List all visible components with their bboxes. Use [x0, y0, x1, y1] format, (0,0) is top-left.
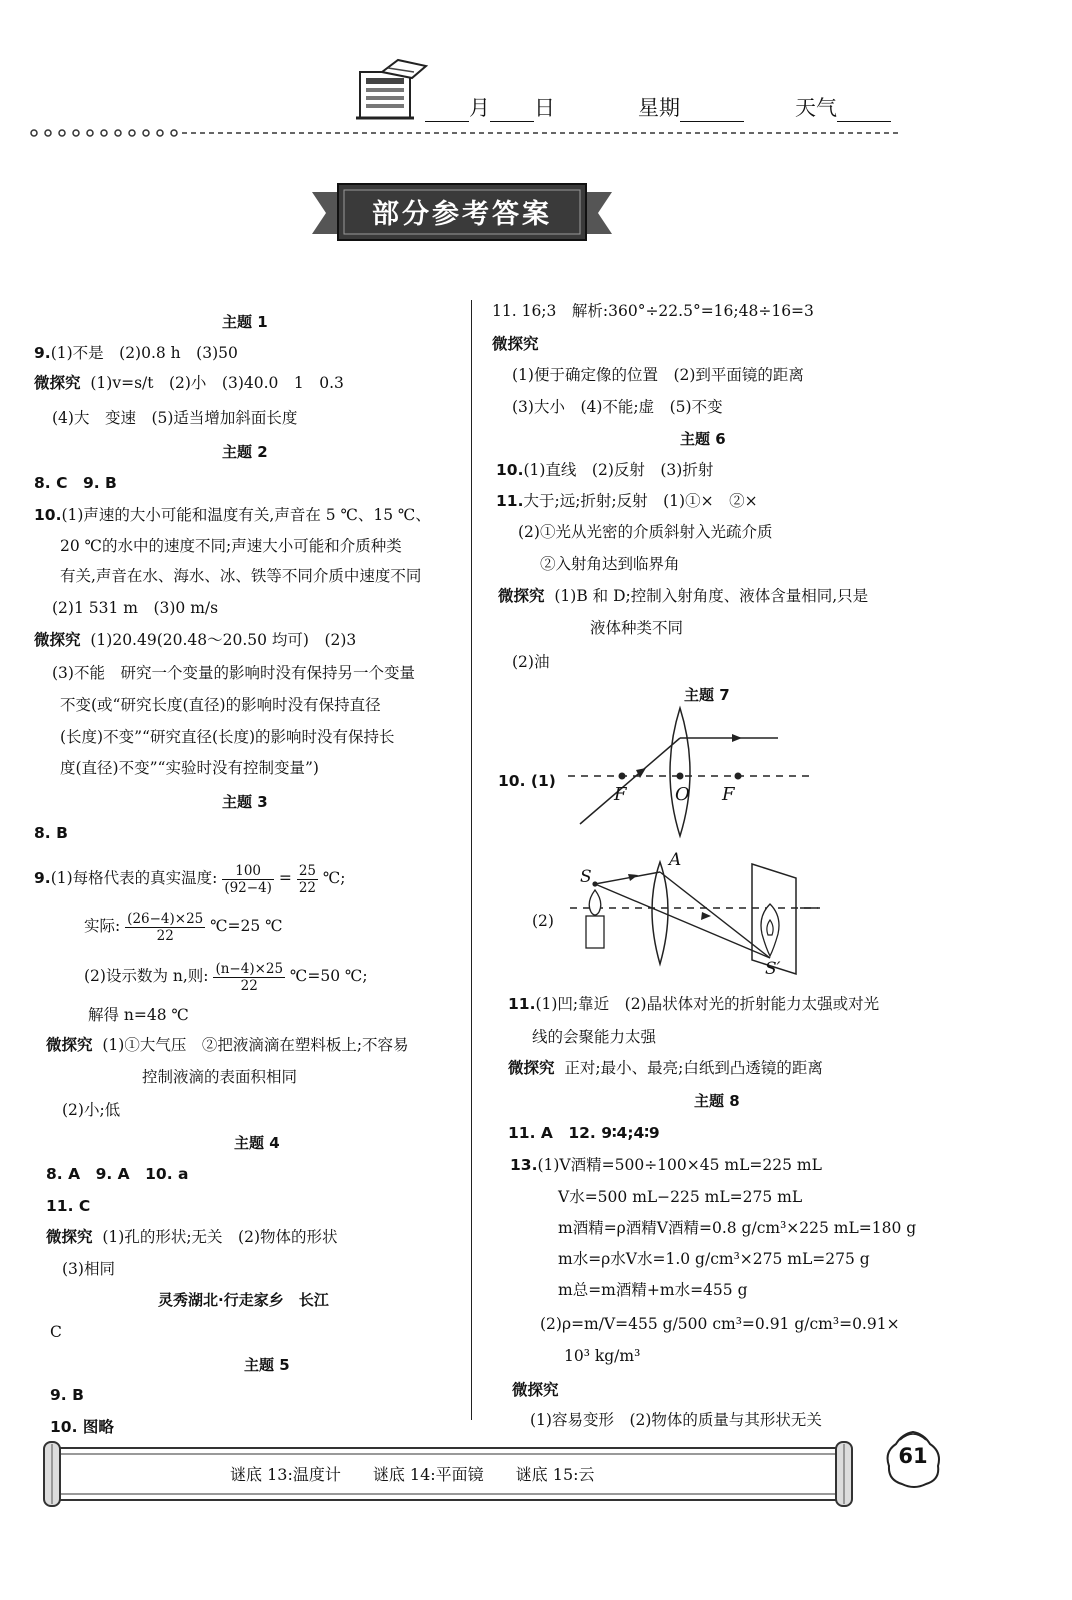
answer-text: 线的会聚能力太强: [532, 1028, 657, 1046]
answer-text: m总=m酒精+m水=455 g: [558, 1281, 748, 1299]
equals-sign: =: [278, 869, 292, 887]
answer-text: (1)孔的形状;无关 (2)物体的形状: [102, 1228, 338, 1246]
answer-text: (2)①光从光密的介质斜射入光疏介质: [518, 523, 773, 541]
focus-label: F: [614, 784, 627, 805]
answer-text: 控制液滴的表面积相同: [142, 1068, 298, 1086]
section-title: 主题 8: [694, 1092, 740, 1110]
answer-text: 8. B: [34, 824, 68, 842]
day-label: 日: [534, 96, 555, 120]
section-title: 灵秀湖北·行走家乡 长江: [158, 1291, 329, 1309]
convex-lens-diagram: [560, 700, 820, 840]
candle-image-diagram: [570, 850, 830, 980]
section-title: 主题 5: [244, 1356, 290, 1374]
answer-text: 有关,声音在水、海水、冰、铁等不同介质中速度不同: [60, 567, 422, 585]
wt-label: 微探究: [34, 631, 81, 649]
riddle-answers: 谜底 13:温度计 谜底 14:平面镜 谜底 15:云: [230, 1465, 595, 1484]
wt-label: 微探究: [46, 1228, 93, 1246]
answer-text: V水=500 mL−225 mL=275 mL: [558, 1188, 803, 1206]
header-divider: [28, 126, 908, 140]
q-number: 11.: [508, 995, 536, 1013]
wt-label: 微探究: [492, 335, 539, 353]
fraction: $\frac{25}{22}$: [298, 862, 316, 896]
point-label: A: [669, 850, 682, 870]
answer-text: (3)相同: [62, 1260, 115, 1278]
q-number: 10.: [496, 461, 524, 479]
column-divider: [471, 300, 472, 1420]
answer-text: 10³ kg/m³: [564, 1347, 641, 1365]
answer-text: (2): [532, 912, 554, 930]
answer-text: 8. C 9. B: [34, 474, 117, 492]
answer-text: 10. (1): [498, 772, 556, 790]
answer-text: 11. 16;3 解析:360°÷22.5°=16;48÷16=3: [492, 302, 814, 320]
center-label: O: [675, 784, 690, 805]
answer-text: (1)每格代表的真实温度:: [50, 869, 218, 887]
answer-text: 11. C: [46, 1197, 91, 1215]
section-title: 主题 7: [684, 686, 730, 704]
answer-text: (长度)不变”“研究直径(长度)的影响时没有保持长: [60, 728, 395, 746]
answer-text: (2)ρ=m/V=455 g/500 cm³=0.91 g/cm³=0.91×: [540, 1315, 900, 1333]
fraction: $\frac{100}{(92-4)}$: [224, 862, 272, 896]
answer-text: (1)不是 (2)0.8 h (3)50: [50, 344, 238, 362]
q-number: 9.: [34, 869, 51, 887]
weather-label: 天气: [795, 96, 837, 120]
answer-text: (2)小;低: [62, 1101, 121, 1119]
page-number: 61: [898, 1444, 928, 1468]
fraction: $\frac{(n-4)\times 25}{22}$: [215, 960, 284, 994]
fraction: $\frac{(26-4)\times 25}{22}$: [127, 910, 204, 944]
section-title: 主题 6: [680, 430, 726, 448]
answer-text: (2)1 531 m (3)0 m/s: [52, 599, 219, 617]
answer-text: (3)大小 (4)不能;虚 (5)不变: [512, 398, 723, 416]
answer-text: (2)油: [512, 653, 550, 671]
wt-label: 微探究: [46, 1036, 93, 1054]
wt-label: 微探究: [34, 374, 81, 392]
section-title: 主题 4: [234, 1134, 280, 1152]
wt-label: 微探究: [512, 1381, 559, 1399]
answer-text: (1)容易变形 (2)物体的质量与其形状无关: [530, 1411, 822, 1429]
answer-text: ℃=25 ℃: [210, 917, 283, 935]
month-label: 月: [469, 96, 490, 120]
section-title: 主题 1: [222, 313, 268, 331]
q-number: 9.: [34, 344, 51, 362]
section-title: 主题 2: [222, 443, 268, 461]
answer-text: (1)B 和 D;控制入射角度、液体含量相同,只是: [554, 587, 869, 605]
source-label: S: [580, 867, 592, 887]
image-label: S′: [765, 959, 781, 979]
answer-text: 10. 图略: [50, 1418, 114, 1436]
answer-text: ℃;: [322, 869, 346, 887]
answer-text: (1)V酒精=500÷100×45 mL=225 mL: [537, 1156, 822, 1174]
answer-text: 度(直径)不变”“实验时没有控制变量”): [60, 759, 319, 777]
answer-text: (2)设示数为 n,则:: [84, 967, 209, 985]
answer-text: (4)大 变速 (5)适当增加斜面长度: [52, 409, 298, 427]
q-number: 13.: [510, 1156, 538, 1174]
answer-text: ℃=50 ℃;: [290, 967, 368, 985]
answer-text: (1)便于确定像的位置 (2)到平面镜的距离: [512, 366, 804, 384]
answer-text: (1)①大气压 ②把液滴滴在塑料板上;不容易: [102, 1036, 409, 1054]
answer-text: 液体种类不同: [590, 619, 684, 637]
answer-text: 不变(或“研究长度(直径)的影响时没有保持直径: [60, 696, 381, 714]
answer-text: (1)20.49(20.48～20.50 均可) (2)3: [90, 631, 357, 649]
answer-text: 实际:: [84, 917, 121, 935]
answer-text: (1)直线 (2)反射 (3)折射: [523, 461, 714, 479]
q-number: 11.: [496, 492, 524, 510]
answer-text: C: [50, 1323, 62, 1341]
answer-text: 解得 n=48 ℃: [88, 1006, 189, 1024]
answer-text: ②入射角达到临界角: [540, 555, 680, 573]
wt-label: 微探究: [498, 587, 545, 605]
answer-text: (3)不能 研究一个变量的影响时没有保持另一个变量: [52, 664, 415, 682]
answer-text: 11. A 12. 9∶4;4∶9: [508, 1124, 660, 1142]
answer-text: (1)声速的大小可能和温度有关,声音在 5 ℃、15 ℃、: [61, 506, 431, 524]
section-title: 主题 3: [222, 793, 268, 811]
calendar-icon: [352, 58, 430, 124]
banner-title: 部分参考答案: [372, 199, 552, 230]
answer-text: m水=ρ水V水=1.0 g/cm³×275 mL=275 g: [558, 1250, 870, 1268]
answer-text: (1)凹;靠近 (2)晶状体对光的折射能力太强或对光: [535, 995, 880, 1013]
answer-text: 20 ℃的水中的速度不同;声速大小可能和介质种类: [60, 537, 402, 555]
answer-text: 9. B: [50, 1386, 84, 1404]
q-number: 10.: [34, 506, 62, 524]
answer-text: 8. A 9. A 10. a: [46, 1165, 189, 1183]
answer-text: m酒精=ρ酒精V酒精=0.8 g/cm³×225 mL=180 g: [558, 1219, 917, 1237]
answer-text: (1)v=s/t (2)小 (3)40.0 1 0.3: [90, 374, 344, 392]
answer-text: 大于;远;折射;反射 (1)①× ②×: [523, 492, 758, 510]
focus-label: F: [722, 784, 735, 805]
wt-label: 微探究: [508, 1059, 555, 1077]
answer-text: 正对;最小、最亮;白纸到凸透镜的距离: [564, 1059, 823, 1077]
weekday-label: 星期: [638, 96, 680, 120]
